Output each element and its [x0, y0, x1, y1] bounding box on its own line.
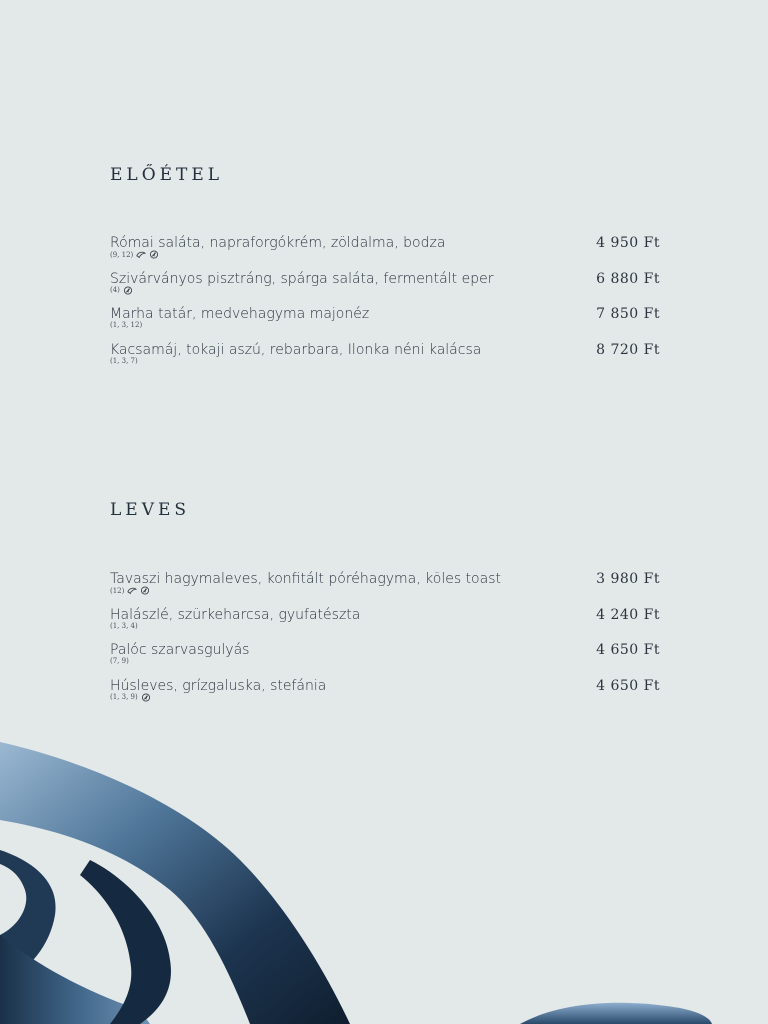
dish-name: Római saláta, napraforgókrém, zöldalma, bodza	[110, 235, 446, 251]
menu-item	[110, 606, 660, 642]
dish-name: Szivárványos pisztráng, spárga saláta, fermentált eper	[110, 270, 494, 287]
dish-price: 7 850 Ft	[596, 306, 660, 322]
allergen-codes: (1, 3, 12)	[110, 321, 143, 329]
allergen-codes: (1, 3, 9)	[110, 693, 138, 701]
dish-price: 8 720 Ft	[596, 341, 660, 358]
dish-price: 4 240 Ft	[596, 606, 660, 623]
allergen-codes: (1, 3, 4)	[110, 621, 138, 630]
menu-item	[110, 341, 660, 377]
menu-item	[110, 270, 660, 306]
dish-name: Tavaszi hagymaleves, konfitált póréhagyma, köles toast	[110, 571, 501, 587]
menu-item	[110, 234, 660, 270]
allergen-codes: (12)	[110, 586, 125, 595]
vegetarian-icon	[136, 250, 146, 259]
menu-list-eloetel	[110, 234, 660, 376]
gluten-free-icon	[141, 693, 151, 702]
menu-item	[110, 570, 660, 606]
menu-list-leves	[110, 570, 660, 712]
vegetarian-icon	[127, 586, 137, 595]
section-title-eloetel: ELŐÉTEL	[110, 165, 224, 185]
dish-name: Húsleves, grízgaluska, stefánia	[110, 677, 327, 694]
dish-price: 4 950 Ft	[596, 235, 660, 251]
menu-item	[110, 641, 660, 677]
dish-price: 6 880 Ft	[596, 270, 660, 287]
allergen-codes: (9, 12)	[110, 250, 134, 259]
dish-price: 4 650 Ft	[596, 642, 660, 658]
menu-item	[110, 305, 660, 341]
allergen-codes: (4)	[110, 286, 120, 294]
dish-name: Palóc szarvasgulyás	[110, 642, 250, 658]
dish-name: Halászlé, szürkeharcsa, gyufatészta	[110, 606, 361, 623]
allergen-codes: (7, 9)	[110, 657, 129, 665]
dish-price: 3 980 Ft	[596, 571, 660, 587]
allergen-codes: (1, 3, 7)	[110, 356, 138, 365]
gluten-free-icon	[123, 286, 133, 295]
dish-name: Marha tatár, medvehagyma majonéz	[110, 306, 370, 322]
dish-price: 4 650 Ft	[596, 677, 660, 694]
gluten-free-icon	[140, 586, 150, 595]
menu-item	[110, 677, 660, 713]
dish-name: Kacsamáj, tokaji aszú, rebarbara, Ilonka néni kalácsa	[110, 341, 482, 358]
section-title-leves: LEVES	[110, 500, 191, 520]
gluten-free-icon	[149, 250, 159, 259]
